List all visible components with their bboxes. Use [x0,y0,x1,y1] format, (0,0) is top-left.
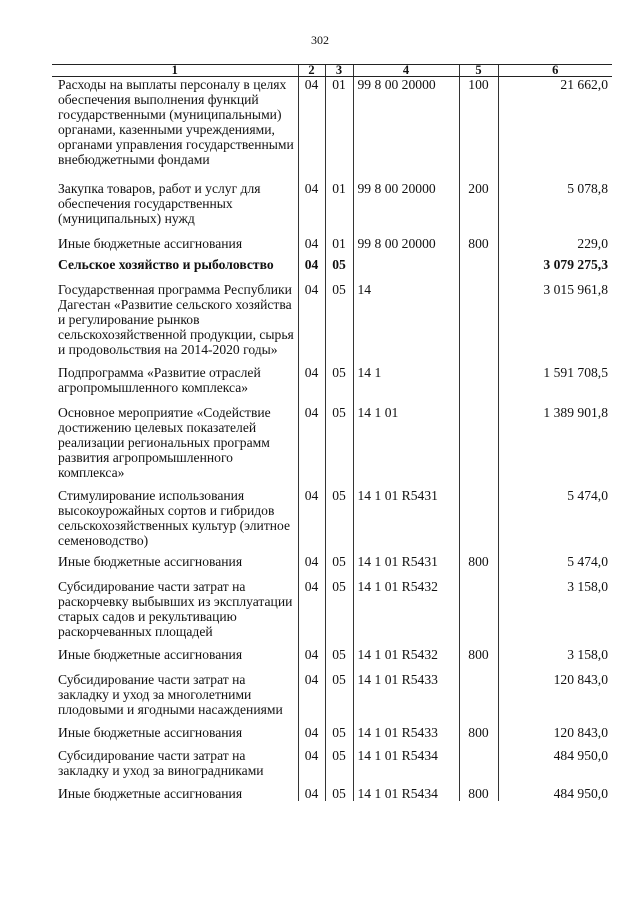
row-name: Иные бюджетные ассигнования [58,554,243,569]
row-section: 04 [298,357,325,395]
row-expense-type [459,357,498,395]
row-amount: 1 591 708,5 [498,357,612,395]
row-expense-type [459,480,498,548]
row-target-code: 14 1 01 R5434 [353,778,459,801]
row-expense-type [459,395,498,480]
row-name: Сельское хозяйство и рыболовство [58,257,274,272]
budget-table [52,64,612,801]
row-section: 04 [298,251,325,272]
row-amount: 21 662,0 [498,77,612,168]
row-name: Стимулирование использования высокоурожайных сортов и гибридов сельскохозяйственных культур (элитное семеноводство) [58,488,291,548]
row-amount: 120 843,0 [498,662,612,717]
row-amount: 5 078,8 [498,167,612,226]
row-section: 04 [298,778,325,801]
row-target-code: 14 1 01 R5431 [353,480,459,548]
table-row [52,778,612,801]
row-target-code: 14 1 01 R5433 [353,662,459,717]
row-subsection: 05 [325,357,353,395]
row-name: Расходы на выплаты персоналу в целях обеспечения выполнения функций государственными (муниципальными) органами, казенными учреждениями, органами управления государственными внебюджетными фондами [58,77,294,167]
row-target-code: 14 1 01 R5434 [353,740,459,778]
row-expense-type [459,569,498,639]
table-row [52,272,612,357]
row-target-code: 99 8 00 20000 [353,77,459,168]
row-section: 04 [298,569,325,639]
row-target-code: 14 1 01 R5432 [353,569,459,639]
row-target-code: 99 8 00 20000 [353,167,459,226]
row-amount: 3 015 961,8 [498,272,612,357]
row-section: 04 [298,639,325,662]
header-col-1: 1 [52,65,298,77]
row-expense-type: 200 [459,167,498,226]
row-subsection: 05 [325,395,353,480]
row-section: 04 [298,740,325,778]
row-target-code: 99 8 00 20000 [353,226,459,251]
row-name: Иные бюджетные ассигнования [58,786,243,801]
row-subsection: 05 [325,639,353,662]
header-row [52,65,612,77]
header-col-3: 3 [325,65,353,77]
row-section: 04 [298,717,325,740]
table-row [52,167,612,226]
row-expense-type [459,272,498,357]
table-row [52,77,612,168]
table-row [52,639,612,662]
row-amount: 1 389 901,8 [498,395,612,480]
table-row [52,717,612,740]
row-target-code: 14 [353,272,459,357]
row-target-code: 14 1 [353,357,459,395]
table-body [52,77,612,802]
row-subsection: 05 [325,251,353,272]
row-amount: 3 158,0 [498,639,612,662]
row-amount: 3 079 275,3 [498,251,612,272]
row-subsection: 05 [325,662,353,717]
row-name: Субсидирование части затрат на закладку и уход за многолетними плодовыми и ягодными насаждениями [58,672,283,717]
row-name: Основное мероприятие «Содействие достижению целевых показателей реализации региональных программ развития агропромышленного комплекса» [58,405,271,480]
row-section: 04 [298,548,325,569]
row-name: Подпрограмма «Развитие отраслей агропромышленного комплекса» [58,365,261,395]
row-expense-type [459,251,498,272]
row-expense-type: 800 [459,226,498,251]
header-col-5: 5 [459,65,498,77]
row-amount: 229,0 [498,226,612,251]
row-expense-type: 800 [459,639,498,662]
table-row [52,662,612,717]
row-subsection: 05 [325,569,353,639]
table-row [52,357,612,395]
table-row [52,480,612,548]
row-subsection: 05 [325,778,353,801]
row-amount: 5 474,0 [498,480,612,548]
row-expense-type: 800 [459,717,498,740]
row-subsection: 05 [325,717,353,740]
row-name: Субсидирование части затрат на закладку и уход за виноградниками [58,748,264,778]
row-target-code: 14 1 01 [353,395,459,480]
row-amount: 484 950,0 [498,778,612,801]
table-row [52,569,612,639]
row-expense-type: 100 [459,77,498,168]
row-section: 04 [298,77,325,168]
row-subsection: 01 [325,226,353,251]
table-row [52,251,612,272]
row-section: 04 [298,662,325,717]
row-subsection: 05 [325,480,353,548]
row-expense-type [459,662,498,717]
row-target-code: 14 1 01 R5431 [353,548,459,569]
row-section: 04 [298,167,325,226]
row-name: Иные бюджетные ассигнования [58,236,243,251]
header-col-2: 2 [298,65,325,77]
row-name: Субсидирование части затрат на раскорчевку выбывших из эксплуатации старых садов и рекультивацию раскорчеванных площадей [58,579,293,639]
row-expense-type: 800 [459,778,498,801]
row-subsection: 05 [325,740,353,778]
row-section: 04 [298,226,325,251]
row-target-code: 14 1 01 R5433 [353,717,459,740]
row-subsection: 01 [325,77,353,168]
row-expense-type: 800 [459,548,498,569]
table-row [52,226,612,251]
row-section: 04 [298,395,325,480]
row-target-code: 14 1 01 R5432 [353,639,459,662]
row-amount: 3 158,0 [498,569,612,639]
row-amount: 120 843,0 [498,717,612,740]
row-subsection: 01 [325,167,353,226]
row-subsection: 05 [325,272,353,357]
header-col-6: 6 [498,65,612,77]
row-subsection: 05 [325,548,353,569]
row-name: Иные бюджетные ассигнования [58,725,243,740]
table-row [52,740,612,778]
page-number: 302 [311,33,329,47]
table-row [52,548,612,569]
header-col-4: 4 [353,65,459,77]
row-target-code [353,251,459,272]
row-amount: 5 474,0 [498,548,612,569]
row-name: Закупка товаров, работ и услуг для обеспечения государственных (муниципальных) нужд [58,181,261,226]
row-name: Иные бюджетные ассигнования [58,647,243,662]
row-section: 04 [298,480,325,548]
row-amount: 484 950,0 [498,740,612,778]
row-expense-type [459,740,498,778]
row-section: 04 [298,272,325,357]
row-name: Государственная программа Республики Дагестан «Развитие сельского хозяйства и регулирование рынков сельскохозяйственной продукции, сырья и продовольствия на 2014-2020 годы» [58,282,294,357]
table-row [52,395,612,480]
